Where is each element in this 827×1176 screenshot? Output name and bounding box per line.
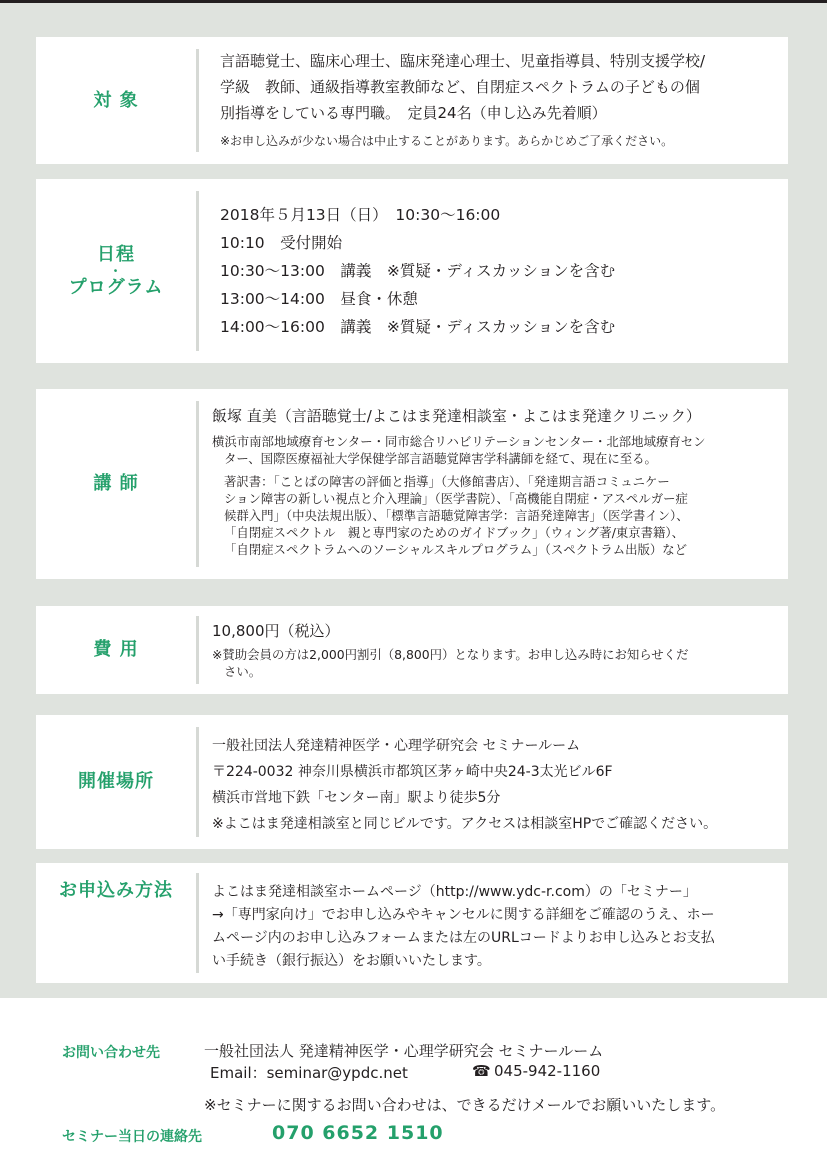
schedule-line: 10:30〜13:00 講義 ※質疑・ディスカッションを含む bbox=[220, 262, 616, 280]
day-contact-phone: 070 6652 1510 bbox=[272, 1122, 444, 1144]
lecturer-works: ション障害の新しい視点と介入理論」（医学書院）、「高機能自閉症・アスペルガー症 bbox=[224, 491, 688, 506]
fee-card bbox=[36, 606, 788, 694]
target-line: 言語聴覚士、臨床心理士、臨床発達心理士、児童指導員、特別支援学校/ bbox=[220, 52, 706, 70]
schedule-line: 14:00〜16:00 講義 ※質疑・ディスカッションを含む bbox=[220, 318, 616, 336]
fee-label: 費 用 bbox=[93, 639, 139, 661]
apply-separator bbox=[196, 873, 199, 973]
target-note: ※お申し込みが少ない場合は中止することがあります。あらかじめご了承ください。 bbox=[220, 134, 674, 148]
contact-footer bbox=[0, 998, 827, 1176]
schedule-label bbox=[36, 179, 196, 363]
lecturer-card bbox=[36, 389, 788, 579]
target-card bbox=[36, 37, 788, 164]
contact-org: 一般社団法人 発達精神医学・心理学研究会 セミナールーム bbox=[204, 1042, 604, 1060]
venue-note: ※よこはま発達相談室と同じビルです。アクセスは相談室HPでご確認ください。 bbox=[212, 816, 718, 832]
target-line: 別指導をしている専門職。 定員24名（申し込み先着順） bbox=[220, 104, 607, 122]
target-line: 学級 教師、通級指導教室教師など、自閉症スペクトラムの子どもの個 bbox=[220, 78, 700, 96]
lecturer-name: 飯塚 直美（言語聴覚士/よこはま発達相談室・よこはま発達クリニック） bbox=[212, 407, 701, 425]
target-label: 対 象 bbox=[93, 89, 139, 111]
schedule-card bbox=[36, 179, 788, 363]
contact-note: ※セミナーに関するお問い合わせは、できるだけメールでお願いいたします。 bbox=[204, 1096, 726, 1114]
info-panel bbox=[0, 3, 827, 998]
fee-note: ※賛助会員の方は2,000円割引（8,800円）となります。お申し込み時にお知らせくだ bbox=[212, 647, 689, 662]
venue-label: 開催場所 bbox=[78, 771, 154, 793]
schedule-label-dot: ・ bbox=[109, 264, 123, 278]
schedule-body bbox=[220, 201, 774, 341]
schedule-line: 13:00〜14:00 昼食・休憩 bbox=[220, 290, 418, 308]
schedule-label-top: 日程 bbox=[97, 243, 135, 265]
apply-line: ムページ内のお申し込みフォームまたは左のURLコードよりお申し込みとお支払 bbox=[212, 930, 715, 946]
lecturer-works: 著訳書：「ことばの障害の評価と指導」（大修館書店）、「発達期言語コミュニケー bbox=[224, 474, 670, 489]
lecturer-works: 候群入門」（中央法規出版）、「標準言語聴覚障害学：言語発達障害」（医学書イン）、 bbox=[224, 508, 689, 523]
lecturer-works: 「自閉症スペクトラムへのソーシャルスキルプログラム」（スペクトラム出版）など bbox=[224, 542, 688, 557]
apply-body bbox=[212, 881, 774, 973]
lecturer-career: ター、国際医療福祉大学保健学部言語聴覚障害学科講師を経て、現在に至る。 bbox=[224, 451, 657, 466]
fee-note: さい。 bbox=[224, 664, 262, 679]
day-contact-label: セミナー当日の連絡先 bbox=[62, 1129, 202, 1145]
schedule-line: 10:10 受付開始 bbox=[220, 234, 343, 252]
fee-body bbox=[212, 618, 774, 680]
schedule-line: 2018年５月13日（日） 10:30〜16:00 bbox=[220, 206, 501, 224]
apply-line: い手続き（銀行振込）をお願いいたします。 bbox=[212, 953, 491, 969]
contact-email: Email：seminar@ypdc.net bbox=[210, 1064, 408, 1082]
venue-line: 〒224-0032 神奈川県横浜市都筑区茅ヶ崎中央24-3太光ビル6F bbox=[212, 764, 613, 780]
venue-line: 横浜市営地下鉄「センター南」駅より徒歩5分 bbox=[212, 790, 501, 806]
venue-separator bbox=[196, 727, 199, 837]
lecturer-body bbox=[212, 403, 774, 558]
phone-icon: ☎ bbox=[472, 1062, 491, 1080]
venue-body bbox=[212, 733, 774, 837]
lecturer-works: 「自閉症スペクトル 親と専門家のためのガイドブック」（ウィング著/東京書籍）、 bbox=[224, 525, 685, 540]
target-separator bbox=[196, 49, 199, 152]
venue-card bbox=[36, 715, 788, 849]
fee-separator bbox=[196, 616, 199, 684]
apply-line: →「専門家向け」でお申し込みやキャンセルに関する詳細をご確認のうえ、ホー bbox=[212, 907, 715, 923]
lecturer-label: 講 師 bbox=[93, 473, 139, 495]
venue-line: 一般社団法人発達精神医学・心理学研究会 セミナールーム bbox=[212, 738, 581, 754]
schedule-label-bottom: プログラム bbox=[68, 277, 164, 298]
apply-label: お申込み方法 bbox=[59, 880, 173, 901]
lecturer-separator bbox=[196, 401, 199, 567]
target-body bbox=[220, 48, 774, 150]
contact-label: お問い合わせ先 bbox=[62, 1045, 160, 1061]
apply-card bbox=[36, 863, 788, 983]
schedule-separator bbox=[196, 191, 199, 351]
apply-line: よこはま発達相談室ホームページ（http://www.ydc-r.com）の「セミナー」 bbox=[212, 884, 697, 900]
fee-amount: 10,800円（税込） bbox=[212, 622, 340, 640]
lecturer-career: 横浜市南部地域療育センター・同市総合リハビリテーションセンター・北部地域療育セン bbox=[212, 434, 706, 449]
contact-phone: 045-942-1160 bbox=[494, 1062, 601, 1080]
